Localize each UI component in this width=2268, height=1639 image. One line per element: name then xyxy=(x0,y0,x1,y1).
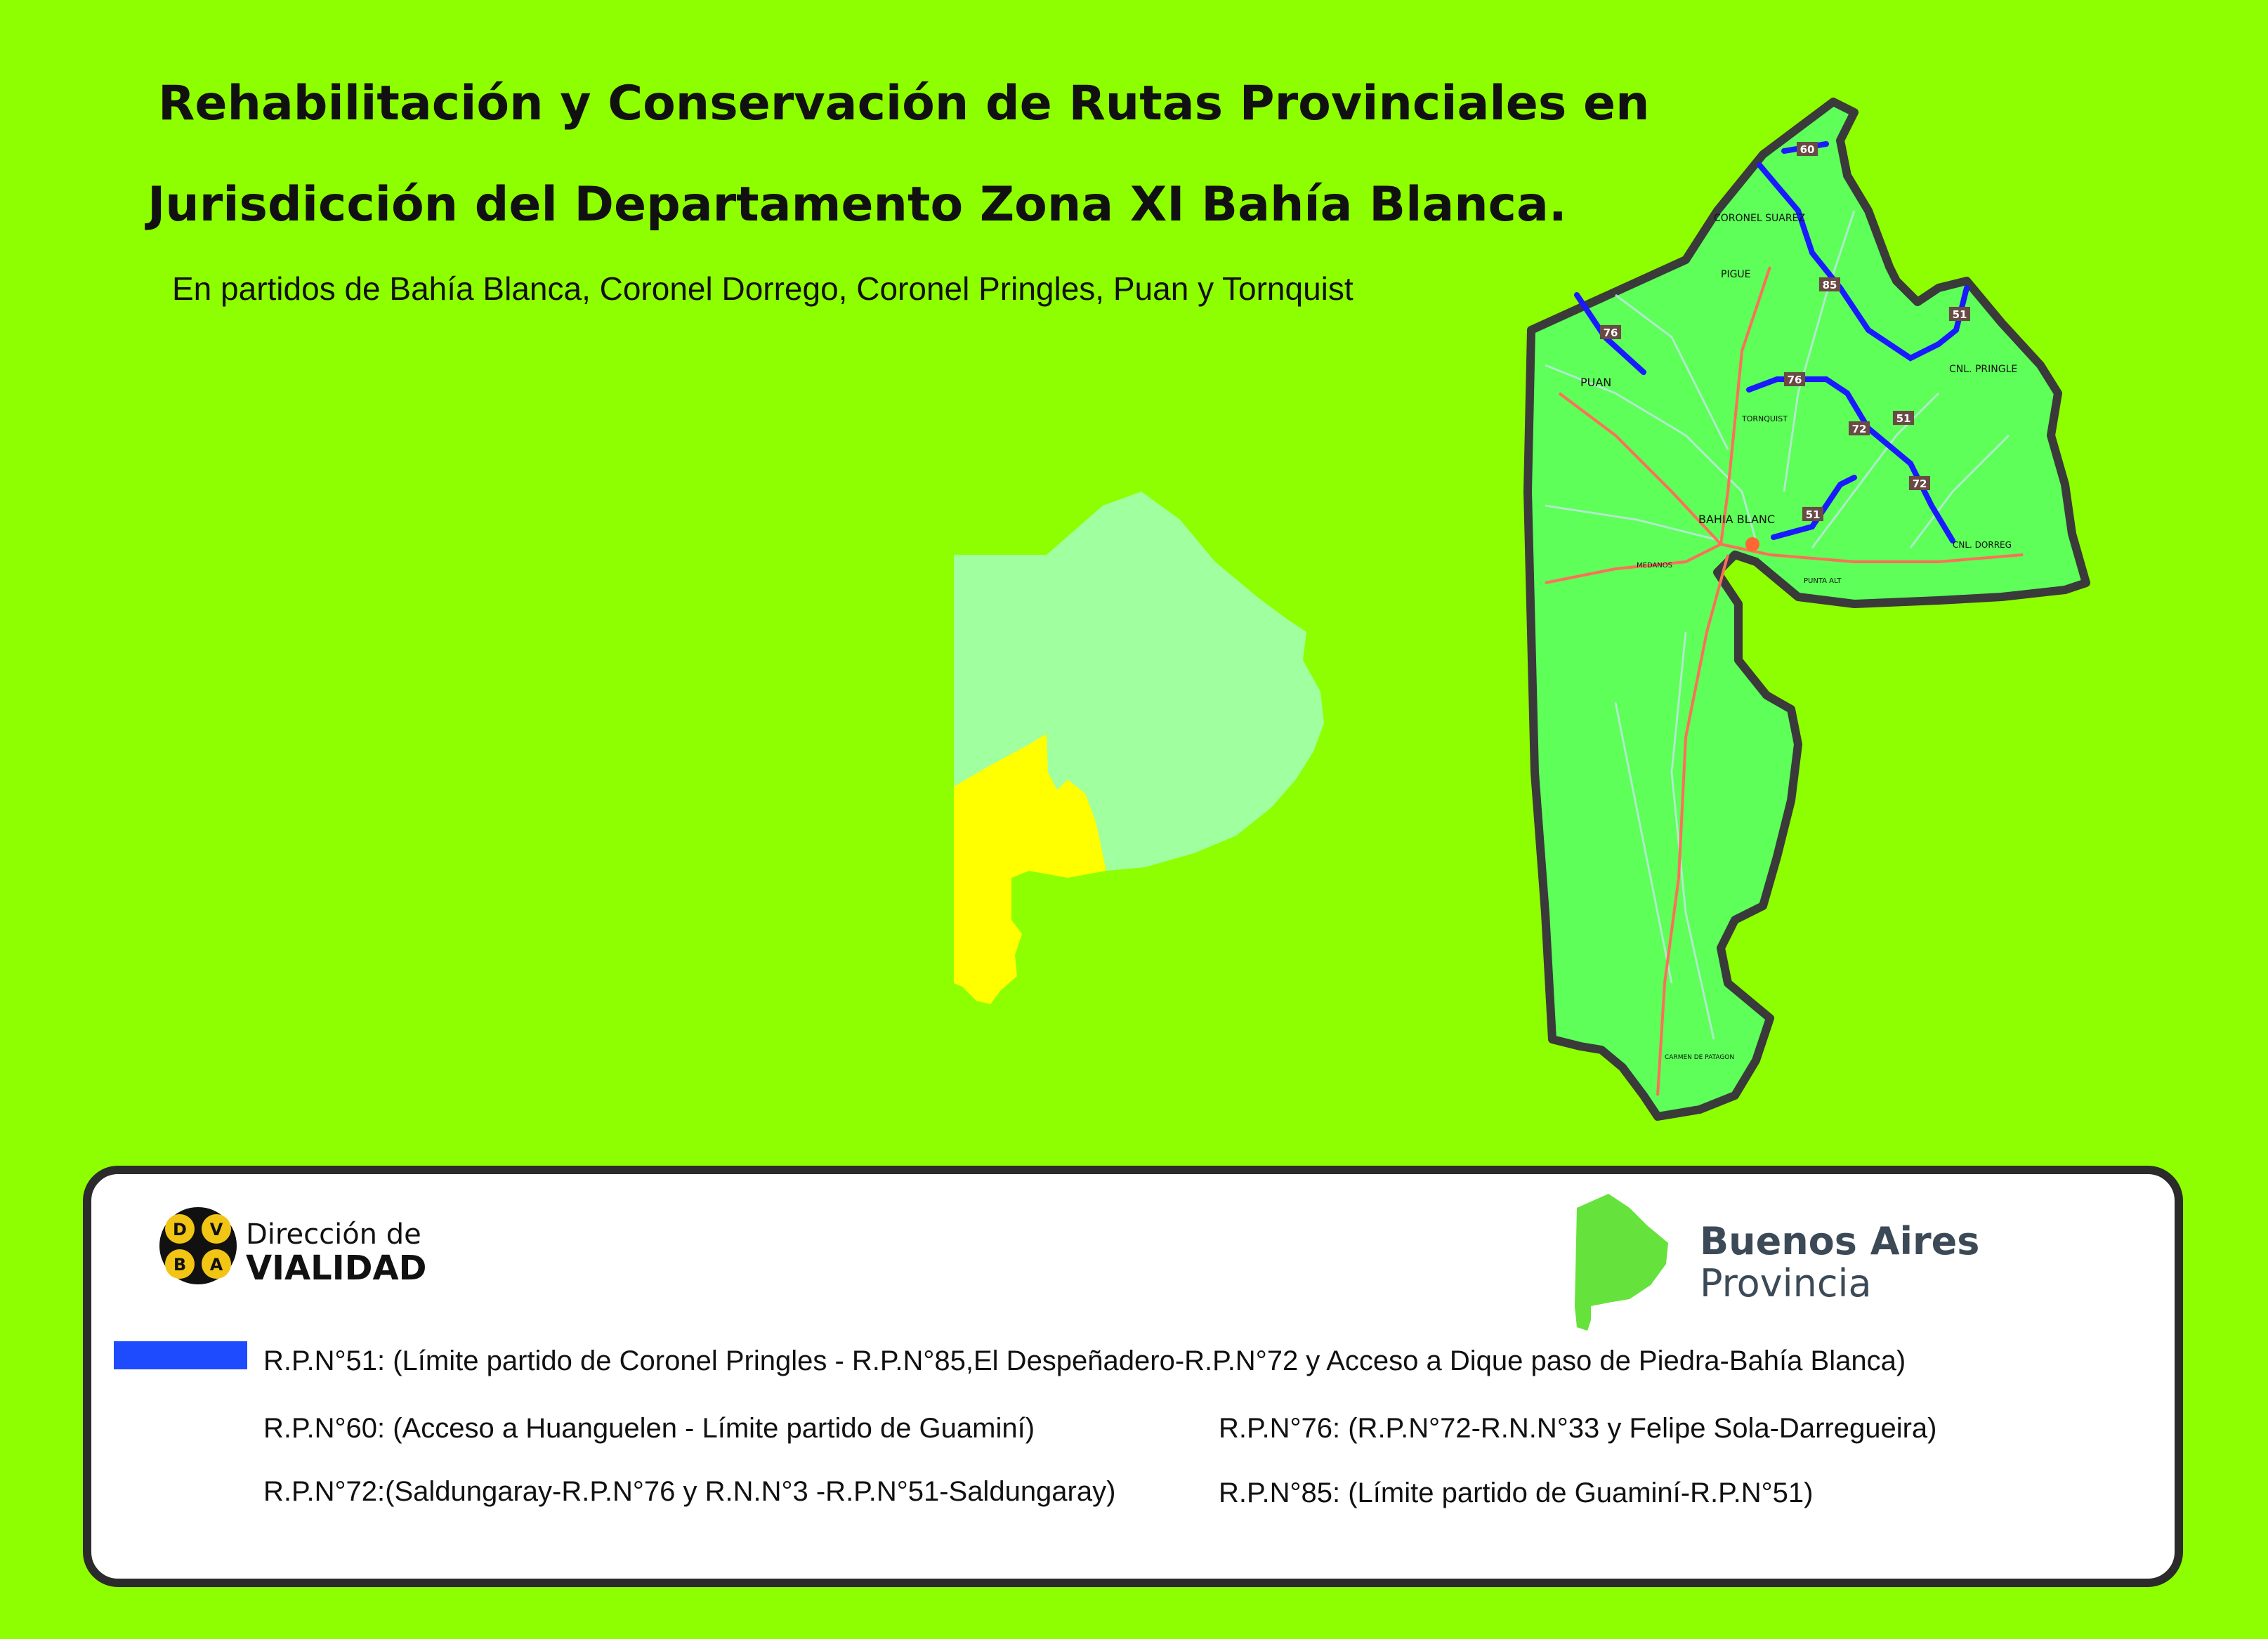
dvba-letter-b: B xyxy=(173,1255,187,1275)
label-carmen-de-patagones: CARMEN DE PATAGON xyxy=(1665,1054,1735,1061)
shield-60-label: 60 xyxy=(1800,143,1815,156)
label-puan: PUAN xyxy=(1580,376,1612,389)
label-punta-alta: PUNTA ALT xyxy=(1804,577,1842,585)
shield-85-label: 85 xyxy=(1822,279,1837,291)
dvba-letter-v: V xyxy=(209,1220,223,1239)
ba-line-2: Provincia xyxy=(1700,1261,1872,1305)
legend-item-51: R.P.N°51: (Límite partido de Coronel Pringles - R.P.N°85,El Despeñadero-R.P.N°72 y Acceso a Dique paso de Piedra-Bahía Blanca) xyxy=(263,1345,1906,1376)
shield-72-a-label: 72 xyxy=(1851,423,1867,435)
shield-51-a-label: 51 xyxy=(1952,308,1967,321)
ba-province-icon xyxy=(1575,1194,1668,1331)
legend-swatch-route xyxy=(114,1341,247,1369)
subtitle: En partidos de Bahía Blanca, Coronel Dorrego, Coronel Pringles, Puan y Tornquist xyxy=(172,270,1353,307)
label-bahia-blanca: BAHIA BLANC xyxy=(1698,513,1776,526)
shield-76-a-label: 76 xyxy=(1603,327,1618,339)
dvba-letter-d: D xyxy=(173,1220,187,1239)
label-medanos: MEDANOS xyxy=(1637,562,1673,570)
shield-51-c-label: 51 xyxy=(1805,508,1821,521)
title-line-2: Jurisdicción del Departamento Zona XI Bahía Blanca. xyxy=(148,177,1567,232)
legend-item-76: R.P.N°76: (R.P.N°72-R.N.N°33 y Felipe Sola-Darregueira) xyxy=(1219,1413,1937,1444)
legend-item-85: R.P.N°85: (Límite partido de Guaminí-R.P.N°51) xyxy=(1219,1477,1814,1508)
shield-76-b-label: 76 xyxy=(1787,374,1802,386)
label-tornquist: TORNQUIST xyxy=(1742,414,1788,423)
title-line-1: Rehabilitación y Conservación de Rutas Provinciales en xyxy=(158,76,1650,131)
label-cnl-dorrego: CNL. DORREG xyxy=(1953,540,2012,550)
shield-51-b-label: 51 xyxy=(1896,412,1911,425)
dvba-letter-a: A xyxy=(209,1255,223,1275)
legend-item-60: R.P.N°60: (Acceso a Huanguelen - Límite partido de Guaminí) xyxy=(263,1413,1035,1444)
legend-item-72: R.P.N°72:(Saldungaray-R.P.N°76 y R.N.N°3 -R.P.N°51-Saldungaray) xyxy=(263,1476,1116,1507)
label-cnl-pringles: CNL. PRINGLE xyxy=(1949,364,2018,375)
dvba-line-2: VIALIDAD xyxy=(246,1249,427,1288)
label-pigue: PIGUE xyxy=(1721,269,1751,280)
dvba-line-1: Dirección de xyxy=(246,1218,421,1251)
shield-72-b-label: 72 xyxy=(1912,478,1927,490)
ba-line-1: Buenos Aires xyxy=(1700,1219,1980,1263)
label-coronel-suarez: CORONEL SUAREZ xyxy=(1714,213,1805,224)
